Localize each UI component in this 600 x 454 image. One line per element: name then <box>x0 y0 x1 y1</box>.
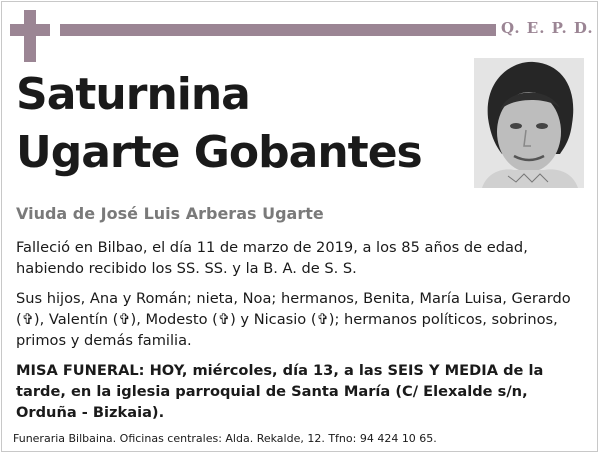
first-name: Saturnina <box>16 69 250 120</box>
family-paragraph: Sus hijos, Ana y Román; nieta, Noa; hermanos, Benita, María Luisa, Gerardo (✞), Valentín (✞), Modesto (✞) y Nicasio (✞); hermanos políticos, sobrinos, primos y demás familia. <box>16 290 571 349</box>
cross-icon <box>10 10 50 62</box>
header-bar <box>60 24 496 36</box>
widow-subtitle: Viuda de José Luis Arberas Ugarte <box>16 204 324 223</box>
funeral-paragraph: MISA FUNERAL: HOY, miércoles, día 13, a las SEIS Y MEDIA de la tarde, en la iglesia parroquial de Santa María (C/ Elexalde s/n, Orduña - Bizkaia). <box>16 362 544 421</box>
qepd-label: Q. E. P. D. <box>501 19 594 37</box>
deceased-name <box>16 66 422 182</box>
funeral-home-footer: Funeraria Bilbaina. Oficinas centrales: Alda. Rekalde, 12. Tfno: 94 424 10 65. <box>13 432 437 445</box>
surnames: Ugarte Gobantes <box>16 127 422 178</box>
death-paragraph: Falleció en Bilbao, el día 11 de marzo de 2019, a los 85 años de edad, habiendo recibido los SS. SS. y la B. A. de S. S. <box>16 239 528 277</box>
portrait-photo <box>474 58 584 188</box>
